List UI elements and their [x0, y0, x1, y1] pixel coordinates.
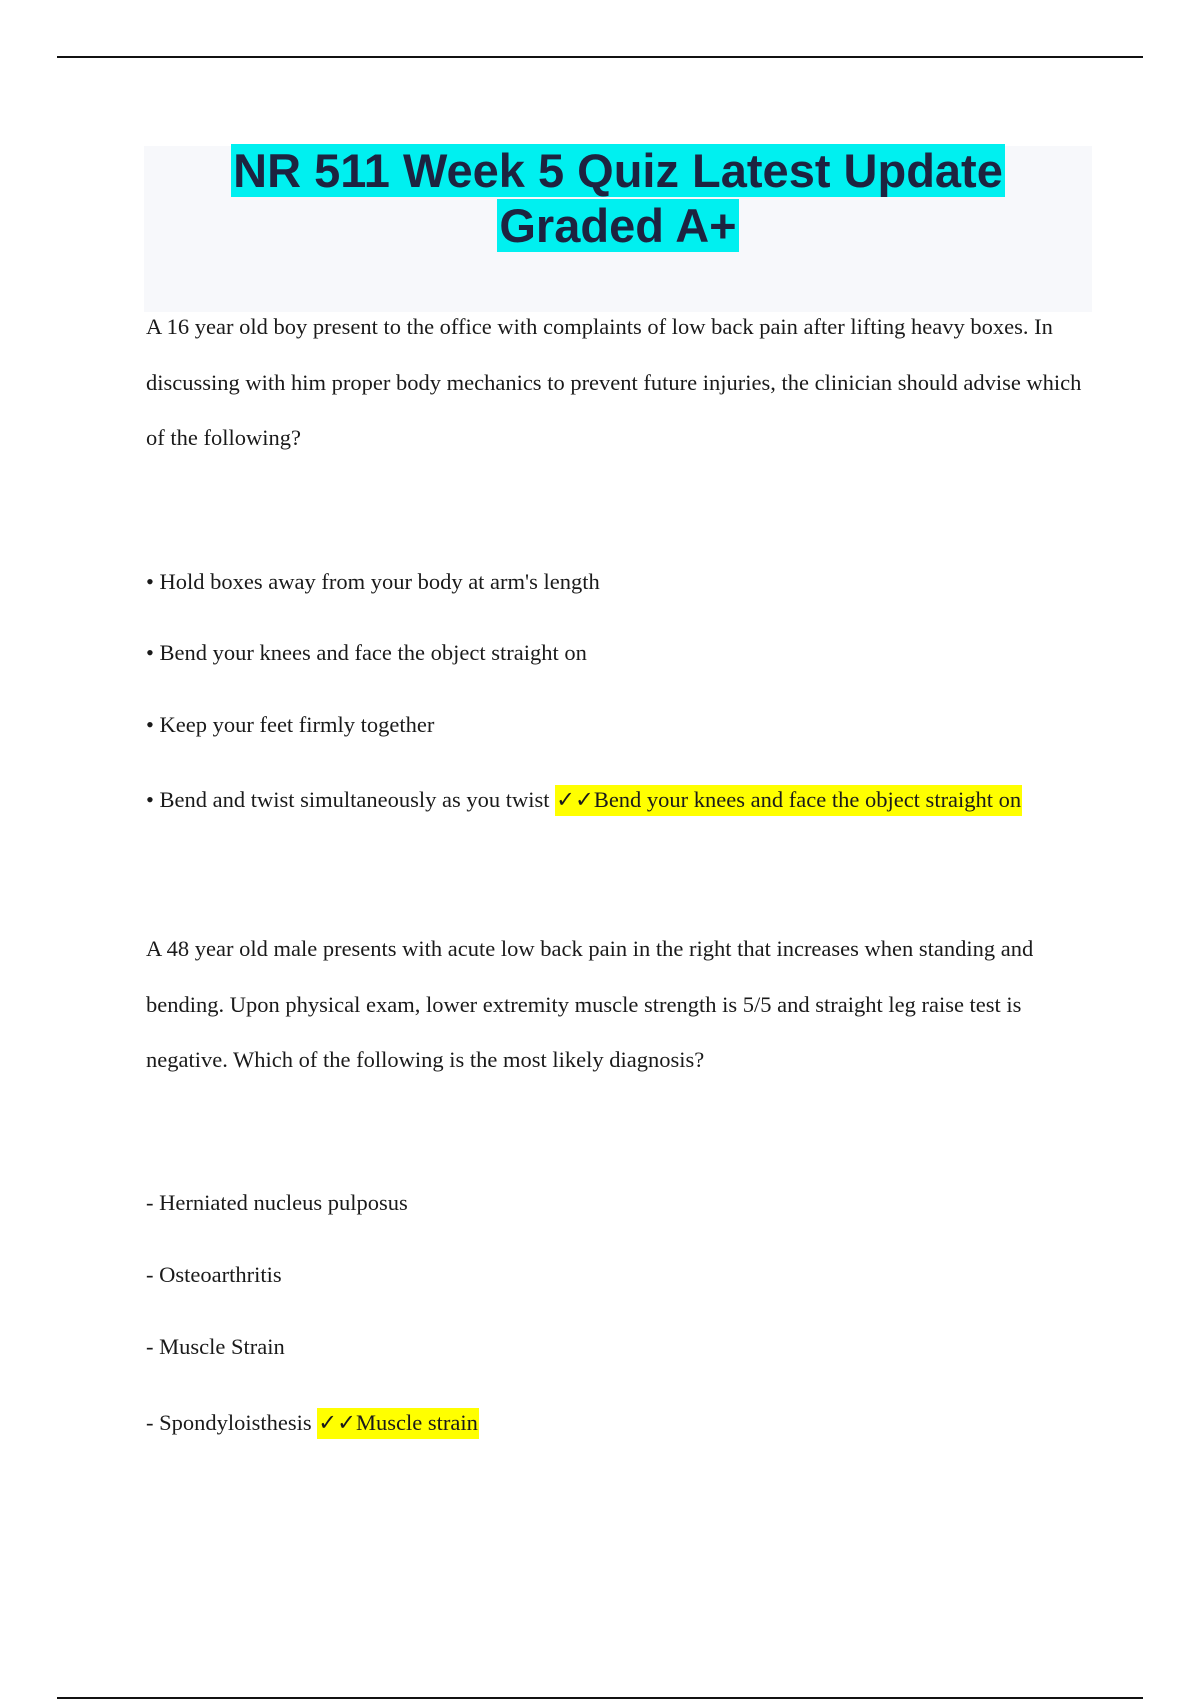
question-2-text: A 48 year old male presents with acute low back pain in the right that increases when standing and bending. Upon physical exam, lower extremity muscle strength is 5/5 and straight leg raise test is negative. Which of the following is the most likely diagnosis? [146, 936, 1034, 1072]
question-1-answer: ✓✓Bend your knees and face the object straight on [555, 785, 1022, 816]
question-2-option-1: - Herniated nucleus pulposus [146, 1190, 408, 1215]
question-1-option-4 [146, 785, 1022, 815]
question-2-option-4-text: - Spondyloisthesis [146, 1410, 318, 1435]
document-title [144, 143, 1092, 253]
question-1-text: A 16 year old boy present to the office with complaints of low back pain after lifting heavy boxes. In discussing with him proper body mechanics to prevent future injuries, the clinician should advise which of the following? [146, 314, 1082, 450]
question-2-option-2: - Osteoarthritis [146, 1262, 282, 1287]
question-1-option-4-text: • Bend and twist simultaneously as you twist [146, 787, 556, 812]
question-2-answer: ✓✓Muscle strain [317, 1408, 479, 1439]
question-2-option-3: - Muscle Strain [146, 1334, 285, 1359]
title-line-2: Graded A+ [499, 199, 737, 252]
question-2-option-4 [146, 1408, 479, 1438]
title-line-1: NR 511 Week 5 Quiz Latest Update [233, 144, 1003, 197]
question-1-option-3: • Keep your feet firmly together [146, 712, 435, 737]
bottom-rule [57, 1697, 1143, 1699]
question-1-option-2: • Bend your knees and face the object straight on [146, 640, 587, 665]
top-rule [57, 56, 1143, 58]
question-1-option-1: • Hold boxes away from your body at arm's length [146, 569, 600, 594]
